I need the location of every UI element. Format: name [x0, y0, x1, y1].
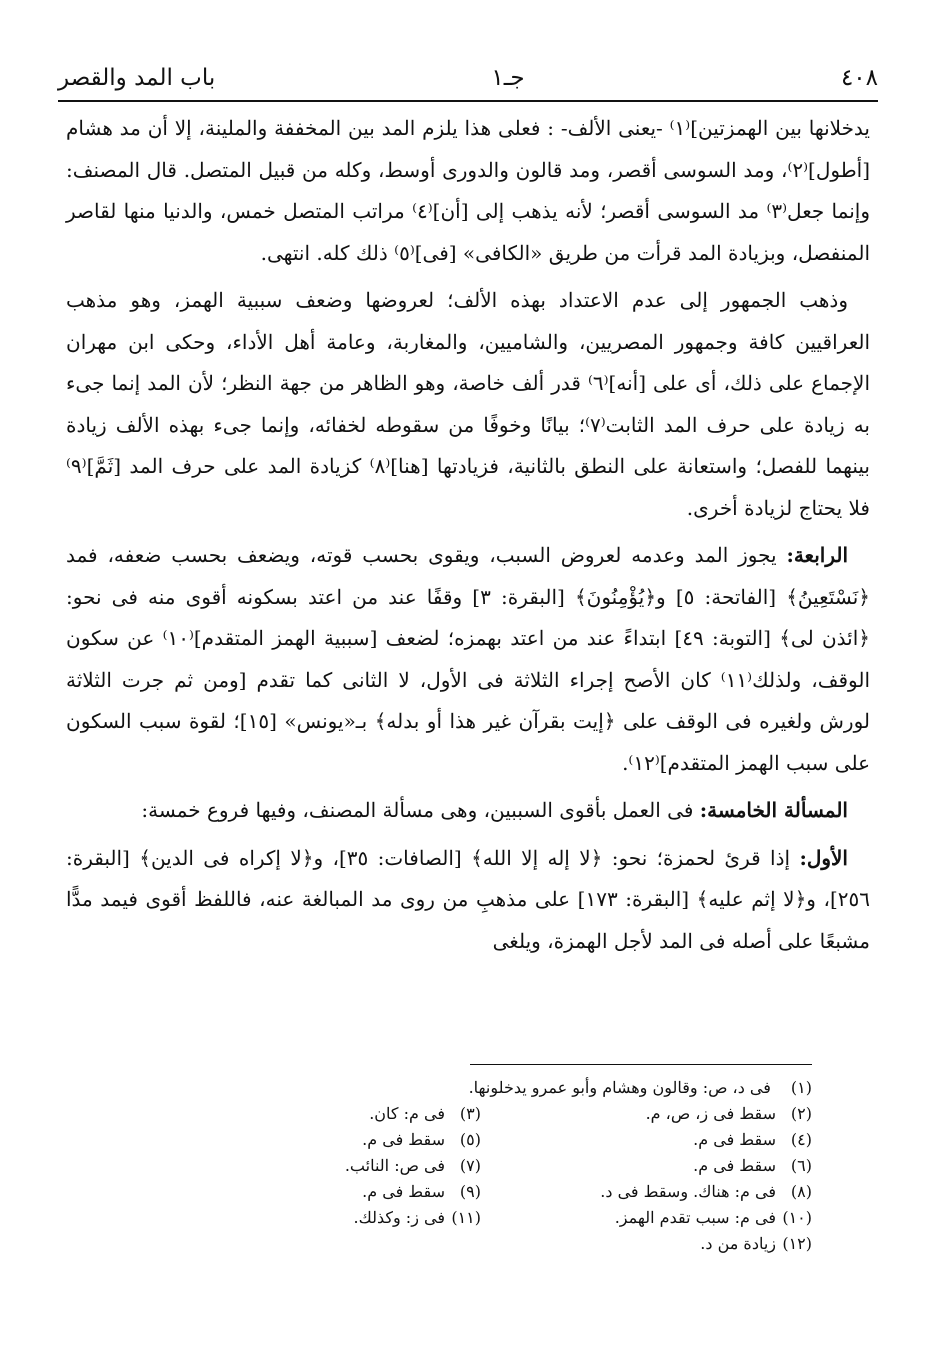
- footnote-text: سقط فى م.: [362, 1182, 445, 1201]
- footnote: [481, 1153, 812, 1179]
- footnote-number: (٣): [459, 1104, 481, 1123]
- footnote-number: (١٠): [782, 1208, 812, 1227]
- footnote-text: زيادة من د.: [700, 1234, 776, 1253]
- footnote-row: [150, 1231, 812, 1257]
- footnote: [150, 1205, 481, 1231]
- section-heading: المسألة الخامسة:: [699, 798, 848, 822]
- footnote-number: (٩): [459, 1182, 481, 1201]
- paragraph: [66, 108, 870, 274]
- section-heading: الرابعة:: [786, 543, 848, 567]
- paragraph: [66, 280, 870, 529]
- footnote-text: سقط فى م.: [693, 1130, 776, 1149]
- paragraph-text: فى العمل بأقوى السببين، وهى مسألة المصنف، وفيها فروع خمسة:: [141, 798, 700, 822]
- footnote-number: (١): [790, 1078, 812, 1097]
- footnote-divider: [470, 1064, 812, 1065]
- footnote-row: [150, 1101, 812, 1127]
- footnote-row: [150, 1075, 812, 1101]
- paragraph: [66, 790, 870, 832]
- page-number: ٤٠٨: [840, 65, 878, 91]
- footnote: [481, 1179, 812, 1205]
- paragraph-text: يجوز المد وعدمه لعروض السبب، ويقوى بحسب قوته، ويضعف بحسب ضعفه، فمد ﴿نَسْتَعِينُ﴾ [الفاتحة: ٥] و﴿يُؤْمِنُونَ﴾ [البقرة: ٣] وقفًا عند من اعتد بسكونه أقوى منه فى نحو: ﴿ائذن لى﴾ [التوبة: ٤٩] ابتداءً عند من اعتد بهمزه؛ لضعف [سببية الهمز المتقدم]⁽١٠⁾ عن سكون الوقف، ولذلك⁽١١⁾ كان الأصح إجراء الثلاثة فى الأول، لا الثانى كما تقدم [ومن ثم جرت الثلاثة لورش ولغيره فى الوقف على ﴿إيت بقرآن غير هذا أو بدله﴾ بـ«يونس» [١٥]؛ لقوة سبب السكون على سبب الهمز المتقدم]⁽١٢⁾.: [66, 543, 871, 775]
- footnote: [481, 1127, 812, 1153]
- footnote-text: فى م: سبب تقدم الهمز.: [614, 1208, 776, 1227]
- footnote-number: (٤): [790, 1130, 812, 1149]
- footnote: [150, 1101, 481, 1127]
- footnote-text: سقط فى م.: [693, 1156, 776, 1175]
- footnote-row: [150, 1205, 812, 1231]
- footnotes: [150, 1075, 812, 1257]
- footnote: [150, 1153, 481, 1179]
- footnote-text: فى ز: وكذلك.: [353, 1208, 445, 1227]
- footnote: [481, 1205, 812, 1231]
- footnote: [469, 1075, 812, 1101]
- paragraph-text: إذا قرئ لحمزة؛ نحو: ﴿لا إله إلا الله﴾ [الصافات: ٣٥]، و﴿لا إكراه فى الدين﴾ [البقرة: ٢٥٦]، و﴿لا إثم عليه﴾ [البقرة: ١٧٣] على مذهبِ من روى مد المبالغة عنه، فاللفظ أقوى فيمد مدًّا مشبعًا على أصله فى المد لأجل الهمزة، ويلغى: [66, 845, 870, 953]
- footnote-text: سقط فى ز، ص، م.: [645, 1104, 776, 1123]
- footnote-number: (٨): [790, 1182, 812, 1201]
- page-header: [58, 58, 878, 98]
- footnote-number: (٢): [790, 1104, 812, 1123]
- footnote-number: (٦): [790, 1156, 812, 1175]
- footnote-number: (٧): [459, 1156, 481, 1175]
- paragraph: [66, 535, 870, 784]
- footnote-text: فى م: هناك. وسقط فى د.: [600, 1182, 776, 1201]
- footnote-row: [150, 1153, 812, 1179]
- volume-label: جـ١: [491, 65, 525, 91]
- footnote-number: (١٢): [782, 1234, 812, 1253]
- footnote-text: فى م: كان.: [369, 1104, 445, 1123]
- footnote-text: فى د، ص: وقالون وهشام وأبو عمرو يدخلونها.: [468, 1078, 771, 1097]
- footnote: [481, 1101, 812, 1127]
- paragraph-text: يدخلانها بين الهمزتين]⁽١⁾ -يعنى الألف- : فعلى هذا يلزم المد بين المخففة والملينة، إلا أن مد هشام [أطول]⁽٢⁾، ومد السوسى أقصر، ومد قالون والدورى أوسط، وكله من قبيل المتصل. قال المصنف: وإنما جعل⁽٣⁾ مد السوسى أقصر؛ لأنه يذهب إلى [أن]⁽٤⁾ مراتب المتصل خمس، والدنيا منها لقاصر المنفصل، وبزيادة المد قرأت من طريق «الكافى» [فى]⁽٥⁾ ذلك كله. انتهى.: [66, 116, 870, 265]
- footnote-row: [150, 1127, 812, 1153]
- footnote-number: (١١): [451, 1208, 481, 1227]
- footnote: [432, 1231, 812, 1257]
- paragraph: [66, 838, 870, 963]
- chapter-title: باب المد والقصر: [58, 65, 216, 91]
- footnote: [150, 1127, 481, 1153]
- paragraph-text: وذهب الجمهور إلى عدم الاعتداد بهذه الألف؛ لعروضها وضعف سببية الهمز، وهو مذهب العراقيين كافة وجمهور المصريين، والشاميين، والمغاربة، وعامة أهل الأداء، وحكى ابن مهران الإجماع على ذلك، أى على [أنه]⁽٦⁾ قدر ألف خاصة، وهو الظاهر من جهة النظر؛ لأن المد إنما جىء به زيادة على حرف المد الثابت⁽٧⁾؛ بيانًا وخوفًا من سقوطه لخفائه، وإنما جىء بهذه الألف زيادة بينهما للفصل؛ واستعانة على النطق بالثانية، فزيادتها [هنا]⁽٨⁾ كزيادة المد على حرف المد [ثَمَّ]⁽٩⁾ فلا يحتاج لزيادة أخرى.: [66, 288, 871, 520]
- header-divider: [58, 100, 878, 102]
- footnote: [150, 1179, 481, 1205]
- footnote-text: سقط فى م.: [362, 1130, 445, 1149]
- footnote-row: [150, 1179, 812, 1205]
- footnote-number: (٥): [459, 1130, 481, 1149]
- footnote-text: فى ص: النائب.: [344, 1156, 445, 1175]
- main-text: [66, 108, 870, 968]
- section-heading: الأول:: [799, 845, 848, 870]
